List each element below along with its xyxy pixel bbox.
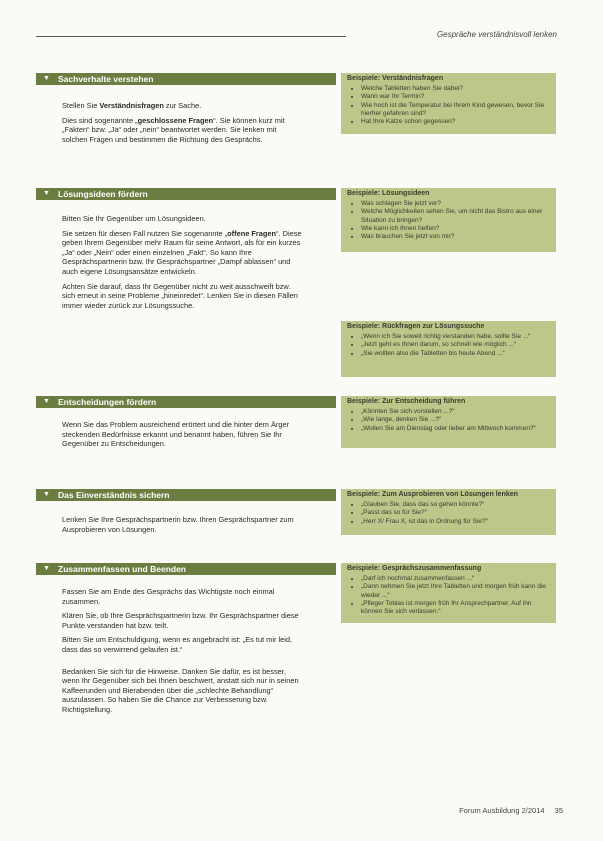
example-box-title: Beispiele: Lösungsideen [347,190,430,197]
arrow-down-icon: ▼ [43,190,50,197]
paragraph: Bitten Sie um Entschuldigung, wenn es angebracht ist: „Es tut mir leid, dass das so verwirrend gelaufen ist.“ [62,635,293,654]
paragraph: Lenken Sie Ihre Gesprächspartnerin bzw. Ihren Gesprächspartner zum Ausprobieren von Lösungen. [62,515,294,534]
example-box-title: Beispiele: Gesprächszusammenfassung [347,565,482,572]
list-item: • „Sie wollten also die Tabletten bis heute Abend ...“ [361,350,550,358]
example-box [341,188,556,252]
paragraph: Bedanken Sie sich für die Hinweise. Danken Sie dafür, es ist besser, wenn Ihr Gegenüber sich bei Ihnen beschwert, anstatt sich nur in seinen Kaffeerunden und Bierabenden über die „schlechte Behandlung“ auszulassen. So haben Sie die Chance zur Verbesserung bzw. Richtigstellung. [62,666,299,714]
example-box-title: Beispiele: Zur Entscheidung führen [347,398,466,405]
list-item: • „Pfleger Tobias ist morgen früh Ihr Ansprechpartner. Auf ihn können Sie sich verlassen.“ [361,600,550,616]
paragraph: Stellen Sie Verständnisfragen zur Sache. [62,101,202,110]
list-item: • Wie kann ich Ihnen helfen? [361,225,550,233]
section-heading: Zusammenfassen und Beenden [58,564,187,574]
list-item: • „Jetzt geht es Ihnen darum, so schnell wie möglich ...“ [361,341,550,349]
section-body [62,515,302,539]
section-heading: Sachverhalte verstehen [58,74,154,84]
running-header: Gespräche verständnisvoll lenken [436,30,557,39]
list-item: • Wie hoch ist die Temperatur bei Ihrem Kind gewesen, bevor Sie hierher gefahren sind? [361,102,550,118]
list-item: • „Glauben Sie, dass das so gehen könnte?“ [361,501,550,509]
arrow-down-icon: ▼ [43,75,50,82]
list-item: • Was schlagen Sie jetzt vor? [361,200,550,208]
example-box-title: Beispiele: Zum Ausprobieren von Lösungen lenken [347,491,518,498]
list-item: • „Könnten Sie sich vorstellen ...?“ [361,408,550,416]
list-item: • Welche Möglichkeiten sehen Sie, um nicht das Bistro aus einer Situation zu bringen? [361,208,550,224]
arrow-down-icon: ▼ [43,565,50,572]
list-item: • Was brauchen Sie jetzt von mir? [361,233,550,241]
list-item: • „Dann nehmen Sie jetzt Ihre Tabletten und morgen früh kann die wieder ...“ [361,583,550,599]
list-item: • „Passt das so für Sie?“ [361,509,550,517]
section-heading-bar [36,188,336,200]
section-body [62,587,302,720]
paragraph: Fassen Sie am Ende des Gesprächs das Wichtigste noch einmal zusammen. [62,587,275,606]
example-box [341,563,556,623]
paragraph: Wenn Sie das Problem ausreichend erörtert und die hinter dem Ärger steckenden Bedürfnisse erkannt und benannt haben, führen Sie Ihr Gegenüber zu Entscheidungen. [62,420,290,449]
section-heading-bar [36,563,336,575]
list-item: • „Wollen Sie am Dienstag oder lieber am Mittwoch kommen?“ [361,425,550,433]
example-box [341,489,556,535]
example-box-title: Beispiele: Verständnisfragen [347,75,444,82]
example-box [341,73,556,134]
paragraph: Dies sind sogenannte „geschlossene Fragen“. Sie können kurz mit „Fakten“ bzw. „Ja“ oder „nein“ beantwortet werden. Sie lenken mit solchen Fragen und bestimmen die Richtung des Gesprächs. [62,115,285,144]
page-footer [459,806,563,815]
list-item: • „Darf ich nochmal zusammenfassen ...“ [361,575,550,583]
section-heading: Lösungsideen fördern [58,189,148,199]
section-heading: Entscheidungen fördern [58,397,157,407]
section-heading-bar [36,489,336,501]
list-item: • Welche Tabletten haben Sie dabei? [361,85,550,93]
list-item: • „Wie lange, denken Sie ...?“ [361,416,550,424]
page-number: 35 [554,806,563,815]
example-box [341,396,556,448]
example-box-2 [341,321,556,377]
arrow-down-icon: ▼ [43,491,50,498]
list-item: • „Wenn ich Sie soweit richtig verstanden habe, sollte Sie ...“ [361,333,550,341]
footer-publication: Forum Ausbildung 2/2014 [459,806,545,815]
section-body [62,214,302,315]
section-heading: Das Einverständnis sichern [58,490,170,500]
paragraph: Klären Sie, ob Ihre Gesprächspartnerin bzw. Ihr Gesprächspartner diese Punkte verstanden hat bzw. teilt. [62,611,299,630]
arrow-down-icon: ▼ [43,398,50,405]
paragraph: Bitten Sie Ihr Gegenüber um Lösungsideen. [62,214,206,223]
list-item: • Hat Ihre Katze schon gegessen? [361,118,550,126]
section-body [62,420,302,454]
paragraph: Achten Sie darauf, dass Ihr Gegenüber nicht zu weit ausschweift bzw. sich erneut in seine Probleme „hineinredet“. Lenken Sie in diesen Fällen immer wieder zurück zur Lösungssuche. [62,281,298,310]
example-box-title: Beispiele: Rückfragen zur Lösungssuche [347,323,485,330]
list-item: • Wann war Ihr Termin? [361,93,550,101]
section-heading-bar [36,396,336,408]
list-item: • „Herr X/ Frau X, ist das in Ordnung für Sie?“ [361,518,550,526]
section-heading-bar [36,73,336,85]
section-body [62,101,302,149]
paragraph: Sie setzen für diesen Fall nutzen Sie sogenannte „offene Fragen“. Diese geben Ihrem Gegenüber mehr Raum für seine Antwort, als für ein kurzes „Ja“ oder „Nein“ oder einen einzelnen „Fakt“. So kann Ihre Gesprächspartnerin bzw. Ihr Gesprächspartner „Dampf ablassen“ und auch eigene Lösungsansätze entwickeln. [62,228,302,276]
header-rule [36,36,346,37]
